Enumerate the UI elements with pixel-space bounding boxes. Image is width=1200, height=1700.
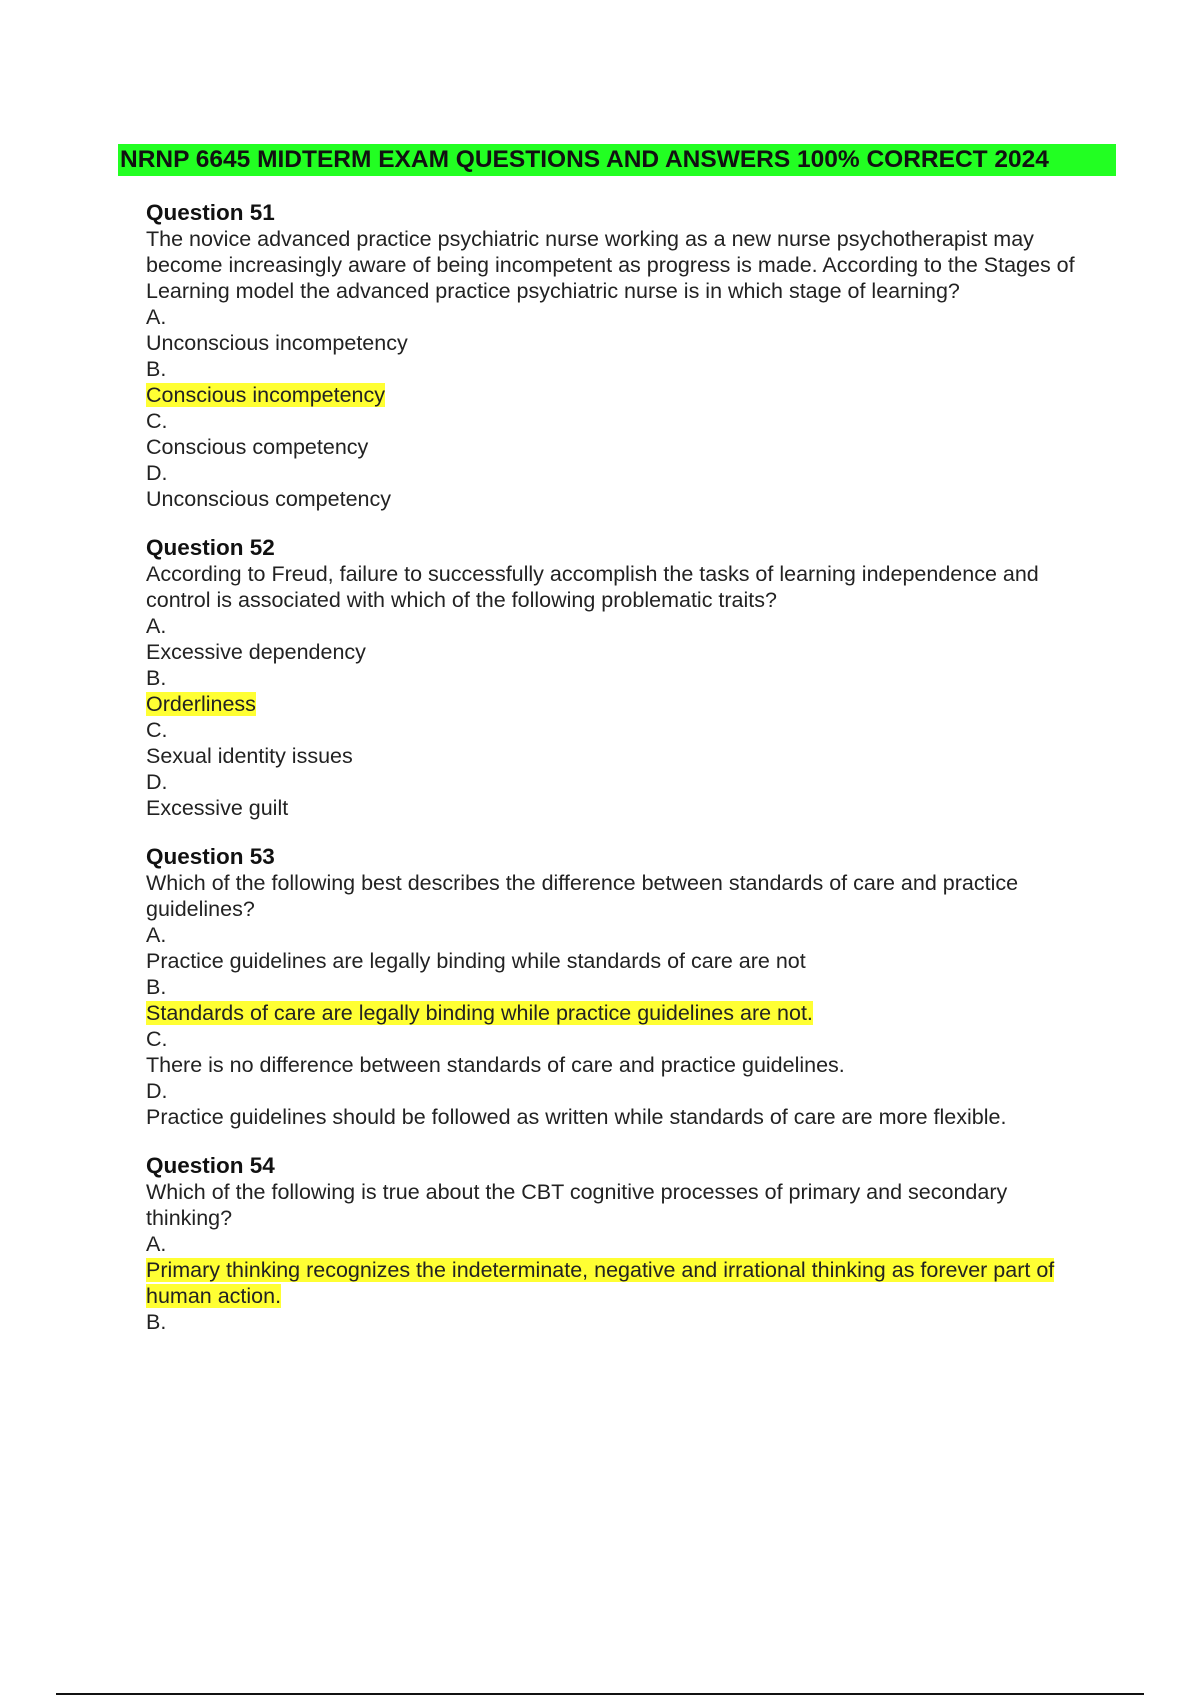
option-text-a: Practice guidelines are legally binding while standards of care are not: [146, 949, 806, 973]
question-title: Question 52: [146, 535, 275, 560]
option-text-d: Unconscious competency: [146, 487, 391, 511]
option-letter-c: C.: [146, 718, 168, 742]
option-letter-a: A.: [146, 1232, 167, 1256]
option-text-d: Practice guidelines should be followed as written while standards of care are more flexible.: [146, 1105, 1007, 1129]
option-text-b-correct: [146, 1000, 1096, 1026]
answer-highlight: Orderliness: [146, 692, 256, 716]
option-letter-d: D.: [146, 461, 168, 485]
option-text-b-correct: [146, 691, 1096, 717]
question-text: The novice advanced practice psychiatric nurse working as a new nurse psychotherapist may become increasingly aware of being incompetent as progress is made. According to the Stages of Learning model the advanced practice psychiatric nurse is in which stage of learning?: [146, 227, 1075, 303]
option-text-b-correct: [146, 382, 1096, 408]
option-letter-b: B.: [146, 666, 167, 690]
option-text-a: Excessive dependency: [146, 640, 366, 664]
option-letter-a: A.: [146, 923, 167, 947]
option-letter-d: D.: [146, 1079, 168, 1103]
document-title: NRNP 6645 MIDTERM EXAM QUESTIONS AND ANSWERS 100% CORRECT 2024: [118, 144, 1116, 176]
footer-divider: [56, 1693, 1144, 1695]
question-text: Which of the following best describes the difference between standards of care and practice guidelines?: [146, 871, 1019, 921]
exam-content: [146, 200, 1096, 1358]
question-title: Question 51: [146, 200, 275, 225]
answer-highlight: Standards of care are legally binding while practice guidelines are not.: [146, 1001, 813, 1025]
option-text-c: Sexual identity issues: [146, 744, 353, 768]
answer-highlight: Primary thinking recognizes the indeterminate, negative and irrational thinking as forever part of human action.: [146, 1258, 1055, 1308]
question-54: [146, 1153, 1096, 1335]
question-title: Question 53: [146, 844, 275, 869]
option-text-d: Excessive guilt: [146, 796, 289, 820]
option-letter-d: D.: [146, 770, 168, 794]
answer-highlight: Conscious incompetency: [146, 383, 386, 407]
option-letter-b: B.: [146, 1310, 167, 1334]
option-letter-c: C.: [146, 409, 168, 433]
option-letter-b: B.: [146, 975, 167, 999]
option-letter-a: A.: [146, 305, 167, 329]
option-text-a-correct: [146, 1257, 1096, 1309]
question-52: [146, 535, 1096, 821]
question-text: According to Freud, failure to successfully accomplish the tasks of learning independence and control is associated with which of the following problematic traits?: [146, 562, 1039, 612]
option-letter-b: B.: [146, 357, 167, 381]
question-title: Question 54: [146, 1153, 275, 1178]
option-letter-a: A.: [146, 614, 167, 638]
option-letter-c: C.: [146, 1027, 168, 1051]
option-text-c: There is no difference between standards of care and practice guidelines.: [146, 1053, 845, 1077]
question-51: [146, 200, 1096, 512]
question-text: Which of the following is true about the CBT cognitive processes of primary and secondary thinking?: [146, 1180, 1008, 1230]
option-text-c: Conscious competency: [146, 435, 369, 459]
option-text-a: Unconscious incompetency: [146, 331, 408, 355]
question-53: [146, 844, 1096, 1130]
